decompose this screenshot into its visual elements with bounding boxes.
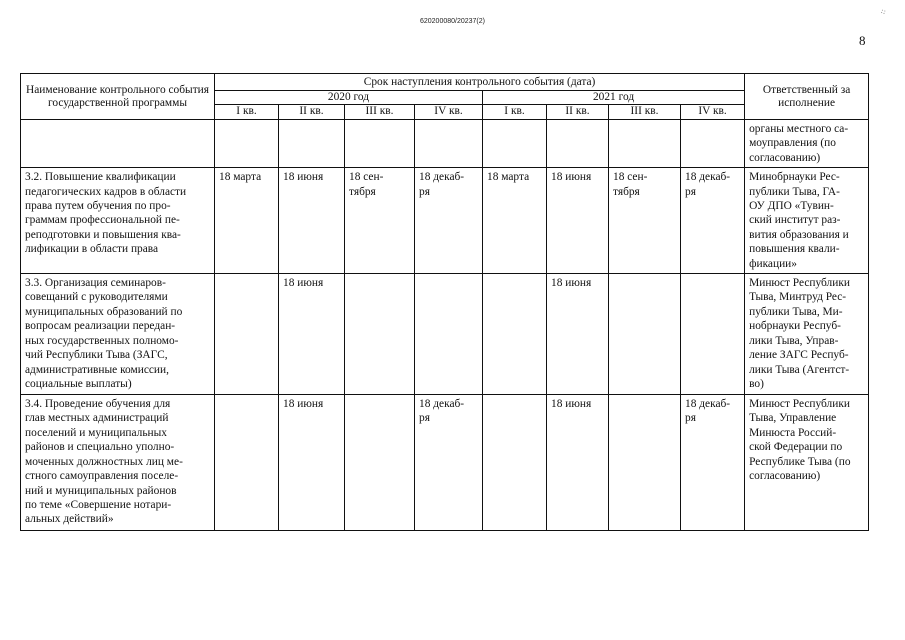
- corner-mark-icon: ⁘: [878, 6, 890, 20]
- date-cell: [415, 274, 483, 395]
- date-cell: 18 марта: [215, 168, 279, 274]
- header-responsible: Ответственный за исполнение: [745, 74, 869, 120]
- date-cell: [483, 395, 547, 531]
- date-cell: 18 июня: [547, 168, 609, 274]
- header-quarter: III кв.: [609, 105, 681, 120]
- date-cell: 18 июня: [279, 168, 345, 274]
- header-quarter: II кв.: [279, 105, 345, 120]
- event-name-cell: 3.2. Повышение квалификации педагогических кадров в области права путем обучения по про- граммам профессиональной пе- реподготовки и повышения ква- лификации в области права: [21, 168, 215, 274]
- date-cell: [547, 120, 609, 168]
- header-quarter: I кв.: [215, 105, 279, 120]
- date-cell: [415, 120, 483, 168]
- date-cell: [609, 395, 681, 531]
- date-cell: 18 сен- тября: [609, 168, 681, 274]
- responsible-cell: Минюст Республики Тыва, Минтруд Рес- публики Тыва, Ми- нобрнауки Респуб- лики Тыва, Управ- ление ЗАГС Респуб- лики Тыва (Агентст- во): [745, 274, 869, 395]
- header-quarter: II кв.: [547, 105, 609, 120]
- date-cell: 18 декаб- ря: [415, 168, 483, 274]
- date-cell: [681, 120, 745, 168]
- table-row: [21, 168, 869, 274]
- date-cell: [609, 120, 681, 168]
- date-cell: 18 июня: [279, 274, 345, 395]
- date-cell: [345, 274, 415, 395]
- date-cell: 18 марта: [483, 168, 547, 274]
- date-cell: [215, 120, 279, 168]
- date-cell: [215, 274, 279, 395]
- document-id: 620200080/20237(2): [419, 18, 485, 25]
- page-number: 8: [859, 33, 866, 48]
- header-quarter: I кв.: [483, 105, 547, 120]
- date-cell: 18 июня: [547, 395, 609, 531]
- responsible-cell: Минобрнауки Рес- публики Тыва, ГА- ОУ ДПО «Тувин- ский институт раз- вития образования и повышения квали- фикации»: [745, 168, 869, 274]
- date-cell: [215, 395, 279, 531]
- date-cell: 18 декаб- ря: [681, 168, 745, 274]
- date-cell: [279, 120, 345, 168]
- header-quarter: III кв.: [345, 105, 415, 120]
- control-events-table: [20, 73, 869, 531]
- date-cell: [681, 274, 745, 395]
- responsible-cell: органы местного са- моуправления (по согласованию): [745, 120, 869, 168]
- event-name-cell: 3.3. Организация семинаров- совещаний с руководителями муниципальных образований по вопросам реализации передан- ных государственных полномо- чий Республики Тыва (ЗАГС, административные комиссии, социальные выплаты): [21, 274, 215, 395]
- date-cell: [345, 395, 415, 531]
- header-deadline: Срок наступления контрольного события (дата): [215, 74, 745, 91]
- date-cell: 18 сен- тября: [345, 168, 415, 274]
- table-row: [21, 395, 869, 531]
- date-cell: 18 июня: [547, 274, 609, 395]
- date-cell: 18 июня: [279, 395, 345, 531]
- header-quarter: IV кв.: [681, 105, 745, 120]
- table-row: [21, 120, 869, 168]
- header-event-name: Наименование контрольного события государственной программы: [21, 74, 215, 120]
- table-row: [21, 274, 869, 395]
- date-cell: 18 декаб- ря: [681, 395, 745, 531]
- header-year-2020: 2020 год: [215, 91, 483, 105]
- header-year-2021: 2021 год: [483, 91, 745, 105]
- date-cell: [609, 274, 681, 395]
- date-cell: [483, 120, 547, 168]
- header-quarter: IV кв.: [415, 105, 483, 120]
- date-cell: [483, 274, 547, 395]
- date-cell: 18 декаб- ря: [415, 395, 483, 531]
- responsible-cell: Минюст Республики Тыва, Управление Минюста Россий- ской Федерации по Республике Тыва (по согласованию): [745, 395, 869, 531]
- date-cell: [345, 120, 415, 168]
- event-name-cell: [21, 120, 215, 168]
- event-name-cell: 3.4. Проведение обучения для глав местных администраций поселений и муниципальных районов и специально уполно- моченных должностных лиц ме- стного самоуправления поселе- ний и муниципальных районов по теме «Совершение нотари- альных действий»: [21, 395, 215, 531]
